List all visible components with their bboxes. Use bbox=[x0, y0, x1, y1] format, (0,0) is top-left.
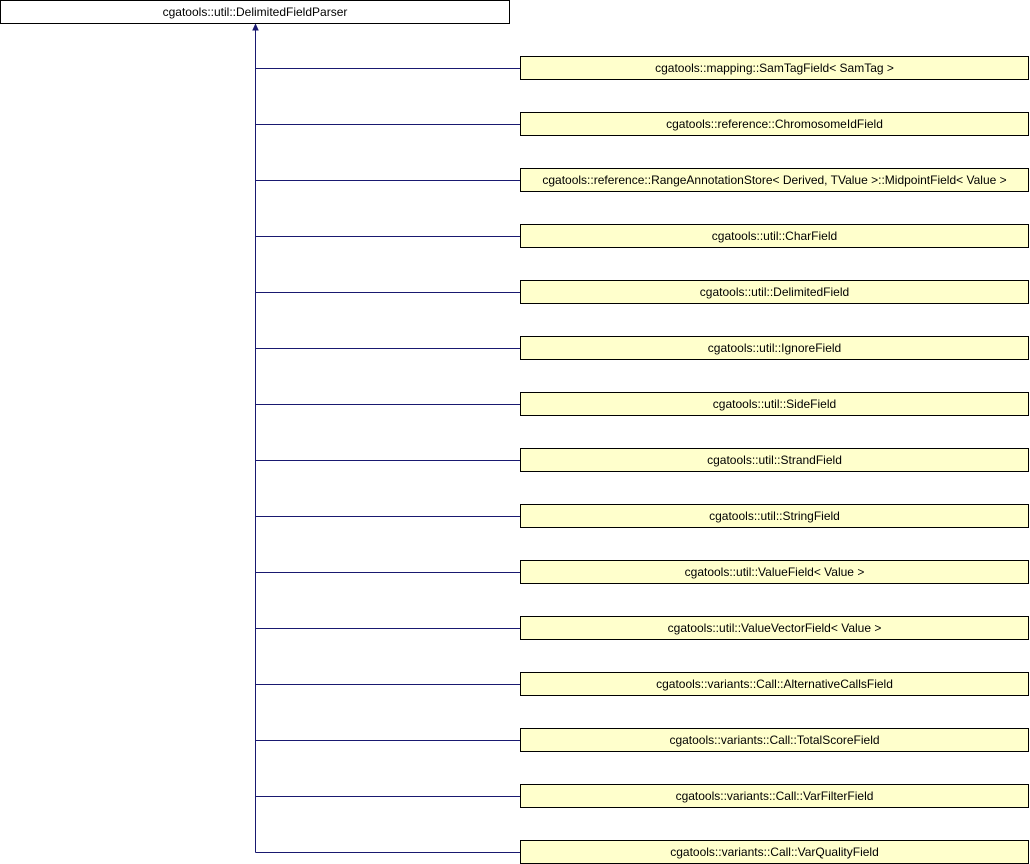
derived-class-node[interactable] bbox=[521, 393, 1029, 416]
derived-class-label: cgatools::variants::Call::VarFilterField bbox=[675, 789, 874, 803]
derived-class-label: cgatools::util::ValueVectorField< Value > bbox=[667, 621, 882, 635]
base-class-node[interactable] bbox=[1, 1, 510, 24]
derived-class-label: cgatools::reference::RangeAnnotationStore< Derived, TValue >::MidpointField< Value > bbox=[542, 173, 1007, 187]
derived-class-label: cgatools::variants::Call::VarQualityField bbox=[670, 845, 879, 859]
derived-class-node[interactable] bbox=[521, 449, 1029, 472]
derived-class-label: cgatools::variants::Call::AlternativeCallsField bbox=[656, 677, 893, 691]
base-class-label: cgatools::util::DelimitedFieldParser bbox=[162, 5, 348, 19]
derived-class-node[interactable] bbox=[521, 505, 1029, 528]
derived-class-node[interactable] bbox=[521, 617, 1029, 640]
derived-class-label: cgatools::util::SideField bbox=[712, 397, 837, 411]
derived-class-label: cgatools::util::CharField bbox=[711, 229, 838, 243]
derived-class-node[interactable] bbox=[521, 113, 1029, 136]
derived-class-node[interactable] bbox=[521, 785, 1029, 808]
derived-class-node[interactable] bbox=[521, 57, 1029, 80]
derived-class-node[interactable] bbox=[521, 169, 1029, 192]
derived-class-node[interactable] bbox=[521, 729, 1029, 752]
derived-class-node[interactable] bbox=[521, 225, 1029, 248]
derived-class-label: cgatools::util::ValueField< Value > bbox=[684, 565, 865, 579]
derived-class-label: cgatools::variants::Call::TotalScoreField bbox=[669, 733, 880, 747]
derived-class-label: cgatools::util::StrandField bbox=[707, 453, 842, 467]
derived-class-label: cgatools::util::DelimitedField bbox=[699, 285, 850, 299]
inheritance-edges bbox=[253, 25, 521, 853]
derived-class-label: cgatools::util::IgnoreField bbox=[707, 341, 842, 355]
derived-class-label: cgatools::util::StringField bbox=[709, 509, 840, 523]
derived-class-node[interactable] bbox=[521, 561, 1029, 584]
inheritance-arrow-head bbox=[253, 25, 258, 31]
derived-class-node[interactable] bbox=[521, 841, 1029, 864]
derived-class-label: cgatools::reference::ChromosomeIdField bbox=[666, 117, 883, 131]
derived-class-node[interactable] bbox=[521, 337, 1029, 360]
derived-class-node[interactable] bbox=[521, 281, 1029, 304]
derived-class-label: cgatools::mapping::SamTagField< SamTag > bbox=[655, 61, 894, 75]
derived-class-nodes bbox=[521, 57, 1029, 864]
derived-class-node[interactable] bbox=[521, 673, 1029, 696]
